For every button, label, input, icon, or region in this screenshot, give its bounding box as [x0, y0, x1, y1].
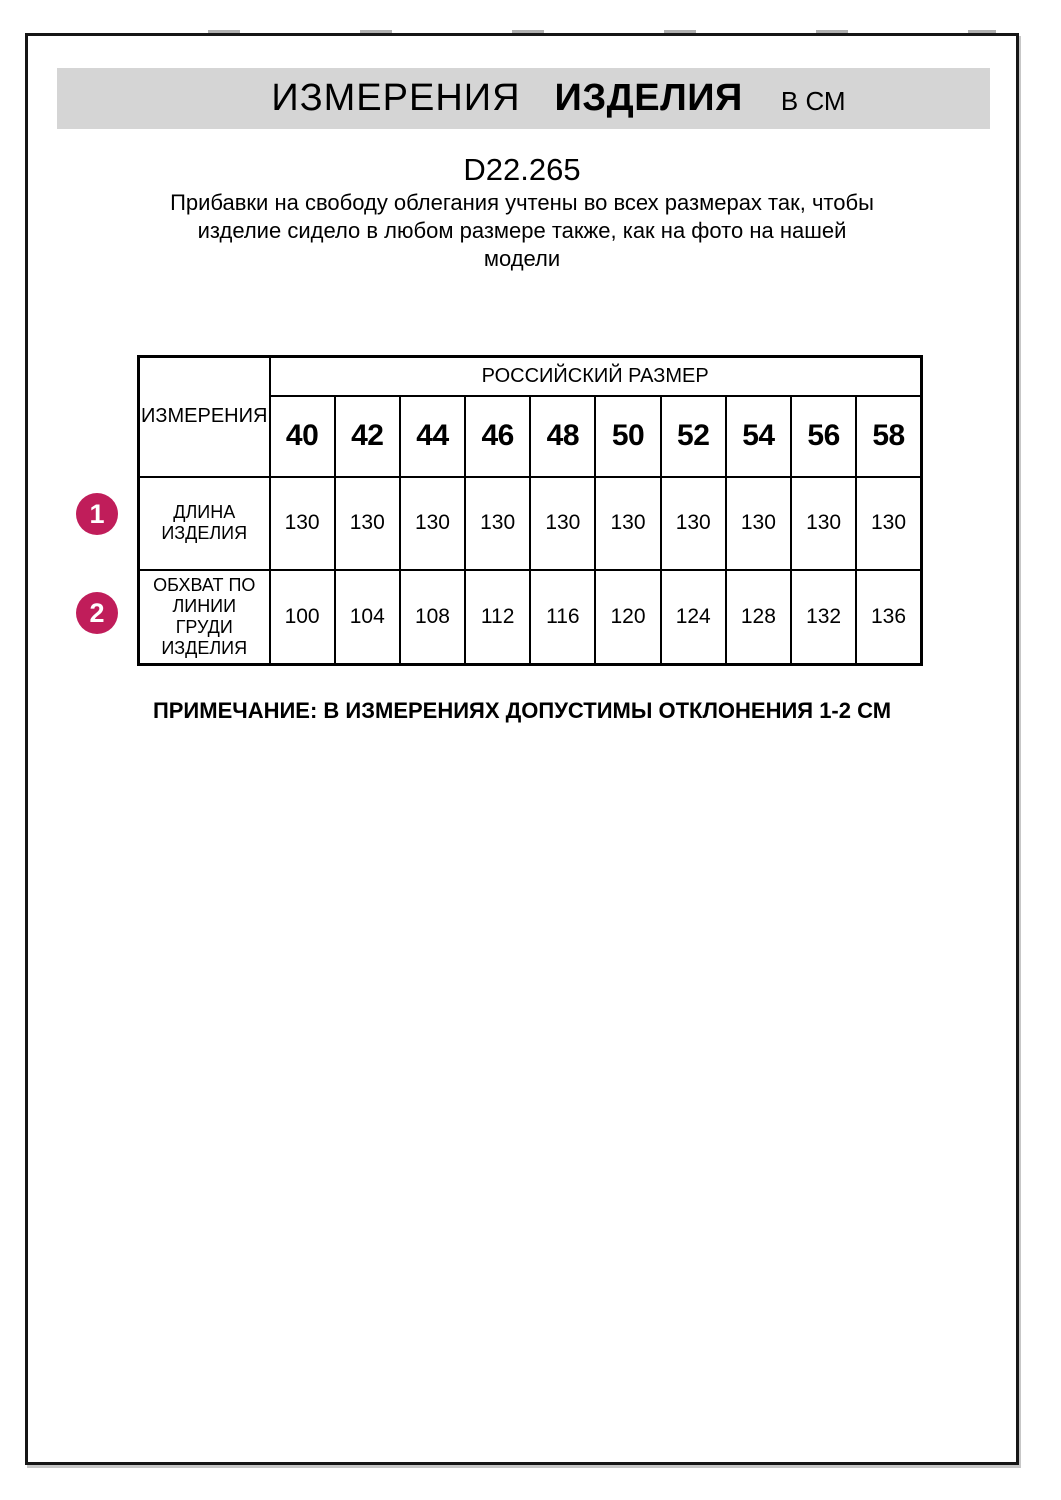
measurement-value-cell: 130	[530, 477, 595, 570]
measurement-value-cell: 130	[595, 477, 660, 570]
measurement-value-cell: 132	[791, 570, 856, 665]
size-column-header: 42	[335, 396, 400, 477]
table-row	[139, 477, 922, 570]
measurement-value-cell: 130	[400, 477, 465, 570]
measurement-value-cell: 130	[270, 477, 335, 570]
measurement-value-cell: 112	[465, 570, 530, 665]
size-column-header: 44	[400, 396, 465, 477]
note-text: ПРИМЕЧАНИЕ: В ИЗМЕРЕНИЯХ ДОПУСТИМЫ ОТКЛОНЕНИЯ 1-2 СМ	[152, 698, 892, 723]
title-unit: В СМ	[780, 86, 846, 116]
size-table-body	[139, 477, 922, 665]
size-table-head	[139, 357, 922, 477]
measurement-value-cell: 130	[726, 477, 791, 570]
measurement-value-cell: 108	[400, 570, 465, 665]
product-code: D22.265	[463, 152, 581, 187]
intro-paragraph	[28, 189, 1016, 273]
russian-size-header: РОССИЙСКИЙ РАЗМЕР	[270, 357, 922, 396]
measurement-value-cell: 130	[465, 477, 530, 570]
measurement-value-cell: 100	[270, 570, 335, 665]
size-table	[137, 355, 923, 666]
measurement-value-cell: 130	[335, 477, 400, 570]
page-frame	[25, 33, 1019, 1465]
measurement-value-cell: 128	[726, 570, 791, 665]
measurement-value-cell: 120	[595, 570, 660, 665]
measurement-value-cell: 116	[530, 570, 595, 665]
title-bar	[57, 68, 990, 129]
size-column-header: 58	[856, 396, 921, 477]
size-column-header: 40	[270, 396, 335, 477]
measurement-value-cell: 130	[856, 477, 921, 570]
size-column-header: 54	[726, 396, 791, 477]
measurement-value-cell: 130	[661, 477, 726, 570]
table-row	[139, 570, 922, 665]
row-marker-1: 1	[76, 493, 118, 535]
title-word-product: ИЗДЕЛИЯ	[554, 77, 743, 119]
title-word-measurements: ИЗМЕРЕНИЯ	[271, 77, 521, 119]
measurement-row-label: ОБХВАТ ПО ЛИНИИ ГРУДИ ИЗДЕЛИЯ	[139, 570, 270, 665]
measurement-value-cell: 130	[791, 477, 856, 570]
size-column-header: 52	[661, 396, 726, 477]
intro-line: модели	[483, 246, 561, 271]
measurement-value-cell: 104	[335, 570, 400, 665]
size-column-header: 56	[791, 396, 856, 477]
measurement-value-cell: 136	[856, 570, 921, 665]
size-column-header: 46	[465, 396, 530, 477]
row-marker-2: 2	[76, 592, 118, 634]
measurement-value-cell: 124	[661, 570, 726, 665]
measurement-row-label: ДЛИНА ИЗДЕЛИЯ	[139, 477, 270, 570]
measurements-column-header: ИЗМЕРЕНИЯ	[139, 357, 270, 477]
size-column-header: 48	[530, 396, 595, 477]
size-column-header: 50	[595, 396, 660, 477]
intro-line: изделие сидело в любом размере также, как на фото на нашей	[197, 218, 847, 243]
intro-line: Прибавки на свободу облегания учтены во всех размерах так, чтобы	[170, 190, 874, 215]
size-table-header-row-group	[139, 357, 922, 396]
